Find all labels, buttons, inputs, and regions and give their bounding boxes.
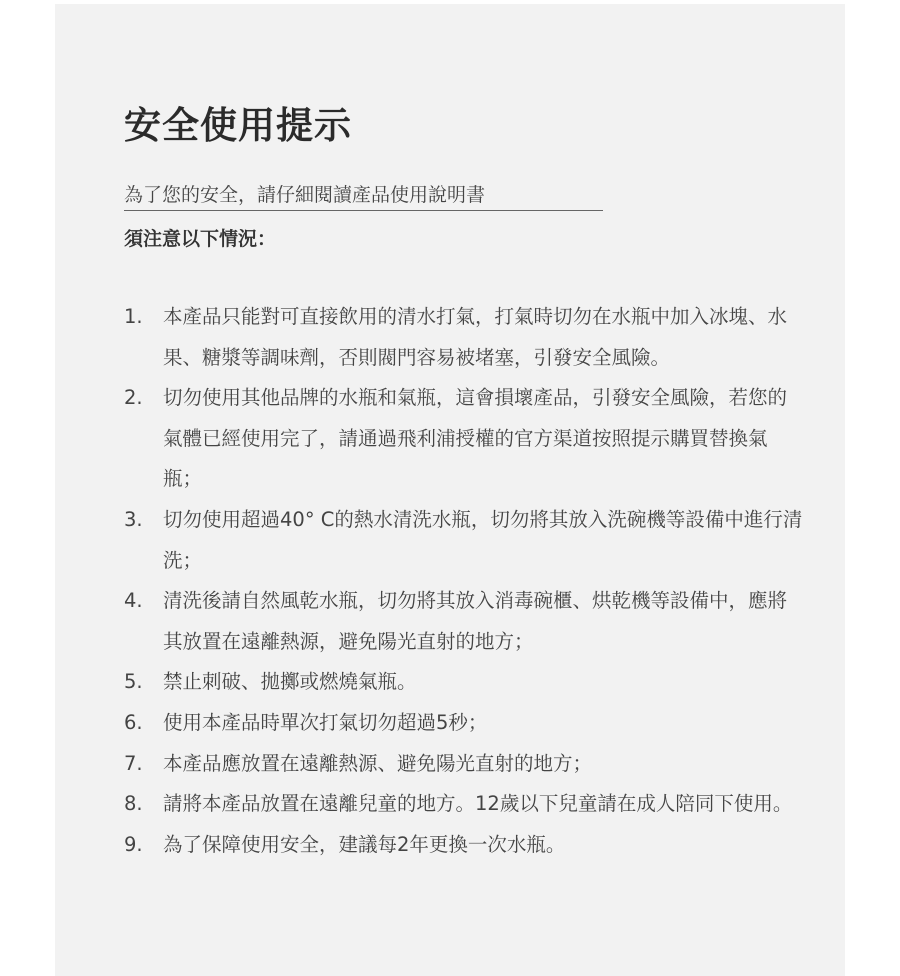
rule-number: 9. [124, 832, 143, 856]
rule-number: 3. [124, 507, 143, 531]
list-item [124, 662, 804, 703]
subtitle: 為了您的安全，請仔細閱讀產品使用說明書 [124, 180, 603, 211]
list-item [124, 297, 804, 378]
rule-number: 6. [124, 710, 143, 734]
rule-text: 本產品只能對可直接飲用的清水打氣，打氣時切勿在水瓶中加入冰塊、水果、糖漿等調味劑，否則閥門容易被堵塞，引發安全風險。 [163, 305, 788, 369]
rule-number: 2. [124, 386, 143, 410]
page-title: 安全使用提示 [124, 104, 352, 147]
rule-text: 切勿使用其他品牌的水瓶和氣瓶，這會損壞產品，引發安全風險，若您的氣體已經使用完了，請通過飛利浦授權的官方渠道按照提示購買替換氣瓶； [163, 386, 788, 491]
list-item [124, 581, 804, 662]
rule-text: 本產品應放置在遠離熱源、避免陽光直射的地方； [163, 751, 593, 775]
safety-rules-list [124, 297, 804, 865]
rule-text: 請將本產品放置在遠離兒童的地方。12歲以下兒童請在成人陪同下使用。 [163, 792, 793, 816]
list-item [124, 784, 804, 825]
rule-number: 7. [124, 751, 143, 775]
rule-text: 為了保障使用安全，建議每2年更換一次水瓶。 [163, 832, 566, 856]
rule-text: 禁止刺破、拋擲或燃燒氣瓶。 [163, 670, 417, 694]
list-item [124, 744, 804, 785]
rule-number: 8. [124, 792, 143, 816]
rule-number: 5. [124, 670, 143, 694]
rule-number: 1. [124, 305, 143, 328]
rule-text: 使用本產品時單次打氣切勿超過5秒； [163, 710, 488, 734]
rule-text: 清洗後請自然風乾水瓶，切勿將其放入消毒碗櫃、烘乾機等設備中，應將其放置在遠離熱源，避免陽光直射的地方； [163, 589, 788, 653]
list-item [124, 500, 804, 581]
notice-heading: 須注意以下情況： [124, 228, 277, 250]
rule-number: 4. [124, 589, 143, 613]
list-item [124, 825, 804, 866]
list-item [124, 703, 804, 744]
rule-text: 切勿使用超過40° C的熱水清洗水瓶，切勿將其放入洗碗機等設備中進行清洗； [163, 507, 803, 572]
list-item [124, 378, 804, 500]
